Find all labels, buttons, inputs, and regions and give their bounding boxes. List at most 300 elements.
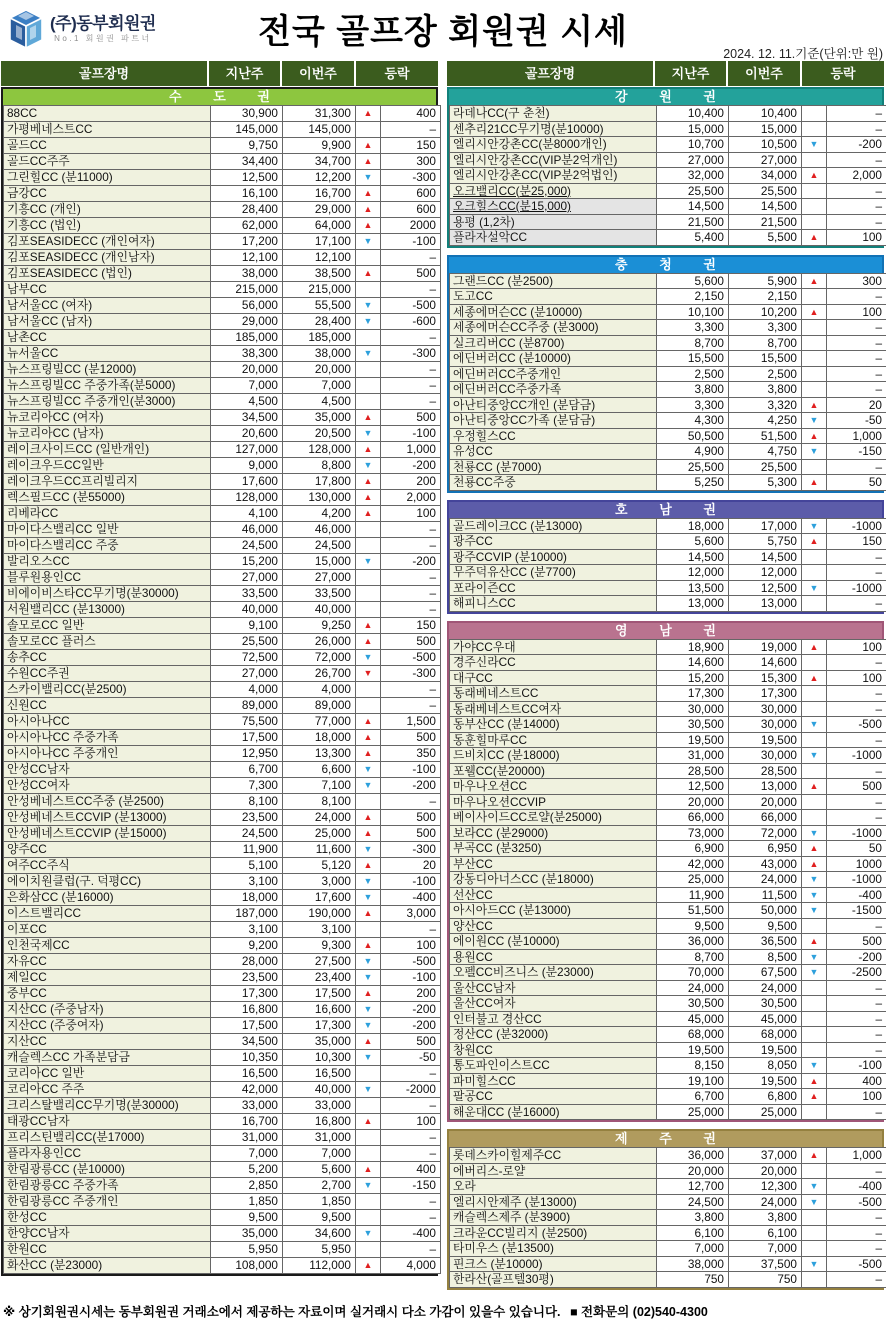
change-amount-cell: –: [381, 1242, 441, 1258]
last-week-price-cell: 5,400: [657, 230, 729, 246]
this-week-price-cell: 9,900: [283, 138, 356, 154]
price-table-yeongnam: [449, 639, 886, 1121]
price-row: [450, 1089, 886, 1105]
club-name-cell: 포웰CC(분20000): [450, 763, 657, 779]
club-name-cell: 세종에머슨CC주중 (분3000): [450, 320, 657, 336]
change-amount-cell: 3,000: [381, 906, 441, 922]
price-row: [4, 570, 441, 586]
down-arrow-icon: ▼: [356, 778, 381, 794]
page-header: [0, 0, 886, 61]
last-week-price-cell: 62,000: [211, 218, 283, 234]
price-row: [4, 282, 441, 298]
arrow-cell-empty: [802, 320, 827, 336]
change-amount-cell: -300: [381, 346, 441, 362]
last-week-price-cell: 9,100: [211, 618, 283, 634]
arrow-cell-empty: [356, 1194, 381, 1210]
last-week-price-cell: 11,900: [211, 842, 283, 858]
price-row: [4, 506, 441, 522]
down-arrow-icon: ▼: [356, 554, 381, 570]
this-week-price-cell: 30,000: [729, 701, 802, 717]
arrow-cell-empty: [356, 122, 381, 138]
arrow-cell-empty: [356, 522, 381, 538]
change-amount-cell: 1,500: [381, 714, 441, 730]
last-week-price-cell: 15,200: [657, 670, 729, 686]
club-name-cell: 플라자용인CC: [4, 1146, 211, 1162]
club-name-cell: 안성베네스트CCVIP (분15000): [4, 826, 211, 842]
col-header-last-week: 지난주: [655, 61, 726, 86]
up-arrow-icon: ▲: [802, 1148, 827, 1164]
last-week-price-cell: 4,000: [211, 682, 283, 698]
club-name-cell: 아시아나CC: [4, 714, 211, 730]
arrow-cell-empty: [802, 199, 827, 215]
this-week-price-cell: 15,500: [729, 351, 802, 367]
down-arrow-icon: ▼: [802, 949, 827, 965]
club-name-cell: 유성CC: [450, 444, 657, 460]
this-week-price-cell: 24,500: [283, 538, 356, 554]
change-amount-cell: –: [827, 655, 886, 671]
down-arrow-icon: ▼: [356, 346, 381, 362]
club-name-cell: 김포SEASIDECC (법인): [4, 266, 211, 282]
last-week-price-cell: 11,900: [657, 887, 729, 903]
club-name-cell: 마이다스밸리CC 주중: [4, 538, 211, 554]
arrow-cell-empty: [802, 335, 827, 351]
last-week-price-cell: 30,500: [657, 996, 729, 1012]
price-row: [4, 858, 441, 874]
last-week-price-cell: 5,600: [657, 273, 729, 289]
left-column: [1, 61, 438, 1283]
up-arrow-icon: ▲: [802, 273, 827, 289]
last-week-price-cell: 15,000: [657, 121, 729, 137]
club-name-cell: 한림광릉CC (분10000): [4, 1162, 211, 1178]
change-amount-cell: –: [381, 698, 441, 714]
arrow-cell-empty: [356, 1210, 381, 1226]
arrow-cell-empty: [802, 289, 827, 305]
club-name-cell: 아시아나CC 주중가족: [4, 730, 211, 746]
change-amount-cell: -500: [381, 298, 441, 314]
this-week-price-cell: 20,000: [729, 1163, 802, 1179]
up-arrow-icon: ▲: [356, 202, 381, 218]
price-row: [450, 810, 886, 826]
price-row: [4, 682, 441, 698]
arrow-cell-empty: [802, 1104, 827, 1120]
club-name-cell: 이스트밸리CC: [4, 906, 211, 922]
this-week-price-cell: 17,800: [283, 474, 356, 490]
down-arrow-icon: ▼: [802, 444, 827, 460]
change-amount-cell: 500: [381, 730, 441, 746]
price-row: [450, 106, 886, 122]
up-arrow-icon: ▲: [356, 746, 381, 762]
price-row: [450, 887, 886, 903]
price-row: [450, 1194, 886, 1210]
club-name-cell: 남서울CC (남자): [4, 314, 211, 330]
last-week-price-cell: 3,100: [211, 922, 283, 938]
change-amount-cell: –: [827, 335, 886, 351]
last-week-price-cell: 16,500: [211, 1066, 283, 1082]
change-amount-cell: -150: [381, 1178, 441, 1194]
club-name-cell: 뉴코리아CC (여자): [4, 410, 211, 426]
price-row: [450, 1163, 886, 1179]
this-week-price-cell: 7,100: [283, 778, 356, 794]
price-row: [450, 304, 886, 320]
change-amount-cell: –: [827, 199, 886, 215]
last-week-price-cell: 14,600: [657, 655, 729, 671]
price-row: [4, 602, 441, 618]
last-week-price-cell: 2,850: [211, 1178, 283, 1194]
price-row: [450, 475, 886, 491]
this-week-price-cell: 46,000: [283, 522, 356, 538]
this-week-price-cell: 77,000: [283, 714, 356, 730]
change-amount-cell: -300: [381, 170, 441, 186]
last-week-price-cell: 12,950: [211, 746, 283, 762]
last-week-price-cell: 16,700: [211, 1114, 283, 1130]
last-week-price-cell: 56,000: [211, 298, 283, 314]
last-week-price-cell: 4,100: [211, 506, 283, 522]
club-name-cell: 해운대CC (분16000): [450, 1104, 657, 1120]
arrow-cell-empty: [356, 282, 381, 298]
price-row: [450, 549, 886, 565]
this-week-price-cell: 5,600: [283, 1162, 356, 1178]
change-amount-cell: 400: [827, 1073, 886, 1089]
price-row: [450, 152, 886, 168]
price-row: [4, 1002, 441, 1018]
down-arrow-icon: ▼: [356, 666, 381, 682]
down-arrow-icon: ▼: [802, 872, 827, 888]
date-note: 2024. 12. 11.기준(단위:만 원): [723, 44, 883, 62]
price-row: [4, 218, 441, 234]
this-week-price-cell: 17,600: [283, 890, 356, 906]
price-row: [4, 618, 441, 634]
down-arrow-icon: ▼: [802, 965, 827, 981]
this-week-price-cell: 12,500: [729, 580, 802, 596]
change-amount-cell: 350: [381, 746, 441, 762]
club-name-cell: 에이원CC (분10000): [450, 934, 657, 950]
club-name-cell: 아난티중앙CC개인 (분담금): [450, 397, 657, 413]
down-arrow-icon: ▼: [802, 580, 827, 596]
this-week-price-cell: 34,000: [729, 168, 802, 184]
arrow-cell-empty: [356, 698, 381, 714]
arrow-cell-empty: [802, 1241, 827, 1257]
price-row: [4, 202, 441, 218]
price-row: [4, 522, 441, 538]
change-amount-cell: –: [827, 1011, 886, 1027]
this-week-price-cell: 20,500: [283, 426, 356, 442]
change-amount-cell: –: [381, 538, 441, 554]
change-amount-cell: 100: [827, 304, 886, 320]
change-amount-cell: –: [381, 602, 441, 618]
club-name-cell: 타미우스 (분13500): [450, 1241, 657, 1257]
club-name-cell: 비에이비스타CC무기명(분30000): [4, 586, 211, 602]
price-row: [450, 670, 886, 686]
up-arrow-icon: ▲: [356, 442, 381, 458]
arrow-cell-empty: [802, 1210, 827, 1226]
this-week-price-cell: 51,500: [729, 428, 802, 444]
up-arrow-icon: ▲: [802, 168, 827, 184]
arrow-cell-empty: [802, 121, 827, 137]
this-week-price-cell: 30,000: [729, 748, 802, 764]
price-row: [450, 825, 886, 841]
up-arrow-icon: ▲: [802, 428, 827, 444]
change-amount-cell: -2000: [381, 1082, 441, 1098]
change-amount-cell: 500: [827, 934, 886, 950]
last-week-price-cell: 4,300: [657, 413, 729, 429]
change-amount-cell: -200: [381, 1002, 441, 1018]
region-gangwon: [447, 87, 884, 248]
price-row: [450, 183, 886, 199]
this-week-price-cell: 17,000: [729, 518, 802, 534]
price-row: [450, 1011, 886, 1027]
last-week-price-cell: 45,000: [657, 1011, 729, 1027]
this-week-price-cell: 4,500: [283, 394, 356, 410]
change-amount-cell: -200: [381, 458, 441, 474]
this-week-price-cell: 16,600: [283, 1002, 356, 1018]
club-name-cell: 베이사이드CC로얄(분25000): [450, 810, 657, 826]
last-week-price-cell: 17,500: [211, 1018, 283, 1034]
this-week-price-cell: 13,000: [729, 596, 802, 612]
last-week-price-cell: 33,500: [211, 586, 283, 602]
change-amount-cell: –: [827, 106, 886, 122]
club-name-cell: 블루원용인CC: [4, 570, 211, 586]
change-amount-cell: -50: [827, 413, 886, 429]
this-week-price-cell: 27,000: [729, 152, 802, 168]
change-amount-cell: 1,000: [827, 428, 886, 444]
this-week-price-cell: 4,000: [283, 682, 356, 698]
change-amount-cell: –: [827, 763, 886, 779]
price-row: [4, 586, 441, 602]
up-arrow-icon: ▲: [356, 1162, 381, 1178]
club-name-cell: 에딘버러CC주중개인: [450, 366, 657, 382]
up-arrow-icon: ▲: [356, 730, 381, 746]
last-week-price-cell: 3,100: [211, 874, 283, 890]
price-row: [4, 458, 441, 474]
club-name-cell: 화산CC (분23000): [4, 1258, 211, 1274]
club-name-cell: 골드레이크CC (분13000): [450, 518, 657, 534]
last-week-price-cell: 38,000: [657, 1256, 729, 1272]
this-week-price-cell: 67,500: [729, 965, 802, 981]
change-amount-cell: 4,000: [381, 1258, 441, 1274]
change-amount-cell: 150: [381, 618, 441, 634]
change-amount-cell: -1000: [827, 825, 886, 841]
change-amount-cell: –: [381, 522, 441, 538]
price-row: [4, 1258, 441, 1274]
this-week-price-cell: 112,000: [283, 1258, 356, 1274]
up-arrow-icon: ▲: [802, 670, 827, 686]
last-week-price-cell: 24,500: [211, 826, 283, 842]
last-week-price-cell: 31,000: [657, 748, 729, 764]
price-row: [4, 1034, 441, 1050]
down-arrow-icon: ▼: [356, 298, 381, 314]
price-row: [4, 362, 441, 378]
price-row: [450, 366, 886, 382]
up-arrow-icon: ▲: [356, 490, 381, 506]
change-amount-cell: 600: [381, 186, 441, 202]
last-week-price-cell: 24,500: [657, 1194, 729, 1210]
change-amount-cell: -400: [827, 887, 886, 903]
last-week-price-cell: 27,000: [657, 152, 729, 168]
last-week-price-cell: 34,500: [211, 1034, 283, 1050]
change-amount-cell: –: [827, 1225, 886, 1241]
last-week-price-cell: 34,400: [211, 154, 283, 170]
down-arrow-icon: ▼: [356, 650, 381, 666]
this-week-price-cell: 13,300: [283, 746, 356, 762]
this-week-price-cell: 28,400: [283, 314, 356, 330]
club-name-cell: 솔모로CC 플러스: [4, 634, 211, 650]
club-name-cell: 실크리버CC (분8700): [450, 335, 657, 351]
club-name-cell: 핀크스 (분10000): [450, 1256, 657, 1272]
company-name: (주)동부회원권: [50, 14, 156, 33]
up-arrow-icon: ▲: [802, 1089, 827, 1105]
this-week-price-cell: 8,800: [283, 458, 356, 474]
col-header-this-week: 이번주: [282, 61, 354, 86]
this-week-price-cell: 25,500: [729, 459, 802, 475]
change-amount-cell: 20: [827, 397, 886, 413]
last-week-price-cell: 187,000: [211, 906, 283, 922]
change-amount-cell: –: [381, 1146, 441, 1162]
price-row: [450, 1256, 886, 1272]
this-week-price-cell: 1,850: [283, 1194, 356, 1210]
change-amount-cell: –: [381, 378, 441, 394]
this-week-price-cell: 12,000: [729, 565, 802, 581]
this-week-price-cell: 55,500: [283, 298, 356, 314]
change-amount-cell: –: [827, 1163, 886, 1179]
this-week-price-cell: 9,300: [283, 938, 356, 954]
price-row: [450, 949, 886, 965]
club-name-cell: 천룡CC주중: [450, 475, 657, 491]
last-week-price-cell: 12,700: [657, 1179, 729, 1195]
last-week-price-cell: 24,000: [657, 980, 729, 996]
region-banner-jeju: 제 주 권: [449, 1131, 882, 1147]
last-week-price-cell: 185,000: [211, 330, 283, 346]
arrow-cell-empty: [802, 152, 827, 168]
up-arrow-icon: ▲: [802, 475, 827, 491]
this-week-price-cell: 190,000: [283, 906, 356, 922]
change-amount-cell: 400: [381, 106, 441, 122]
change-amount-cell: –: [827, 1241, 886, 1257]
up-arrow-icon: ▲: [802, 397, 827, 413]
last-week-price-cell: 16,800: [211, 1002, 283, 1018]
this-week-price-cell: 19,500: [729, 1042, 802, 1058]
this-week-price-cell: 20,000: [283, 362, 356, 378]
club-name-cell: 안성CC남자: [4, 762, 211, 778]
this-week-price-cell: 9,500: [729, 918, 802, 934]
price-row: [4, 826, 441, 842]
this-week-price-cell: 37,000: [729, 1148, 802, 1164]
up-arrow-icon: ▲: [356, 618, 381, 634]
club-name-cell: 김포SEASIDECC (개인여자): [4, 234, 211, 250]
price-row: [4, 314, 441, 330]
last-week-price-cell: 24,500: [211, 538, 283, 554]
price-row: [450, 565, 886, 581]
last-week-price-cell: 8,150: [657, 1058, 729, 1074]
this-week-price-cell: 31,300: [283, 106, 356, 122]
last-week-price-cell: 9,000: [211, 458, 283, 474]
club-name-cell: 정산CC (분32000): [450, 1027, 657, 1043]
last-week-price-cell: 12,000: [657, 565, 729, 581]
last-week-price-cell: 23,500: [211, 810, 283, 826]
last-week-price-cell: 38,000: [211, 266, 283, 282]
this-week-price-cell: 13,000: [729, 779, 802, 795]
price-row: [4, 538, 441, 554]
region-banner-sudogwon: 수 도 권: [3, 89, 436, 105]
club-name-cell: 발리오스CC: [4, 554, 211, 570]
this-week-price-cell: 9,500: [283, 1210, 356, 1226]
this-week-price-cell: 5,120: [283, 858, 356, 874]
price-row: [4, 922, 441, 938]
club-name-cell: 우정힐스CC: [450, 428, 657, 444]
this-week-price-cell: 34,600: [283, 1226, 356, 1242]
last-week-price-cell: 12,100: [211, 250, 283, 266]
down-arrow-icon: ▼: [356, 762, 381, 778]
this-week-price-cell: 6,800: [729, 1089, 802, 1105]
change-amount-cell: –: [827, 980, 886, 996]
down-arrow-icon: ▼: [356, 1050, 381, 1066]
price-row: [4, 298, 441, 314]
club-name-cell: 뉴스프링빌CC (분12000): [4, 362, 211, 378]
last-week-price-cell: 17,300: [211, 986, 283, 1002]
this-week-price-cell: 5,950: [283, 1242, 356, 1258]
club-name-cell: 뉴코리아CC (남자): [4, 426, 211, 442]
this-week-price-cell: 10,300: [283, 1050, 356, 1066]
arrow-cell-empty: [802, 549, 827, 565]
price-row: [450, 137, 886, 153]
this-week-price-cell: 12,300: [729, 1179, 802, 1195]
last-week-price-cell: 33,000: [211, 1098, 283, 1114]
last-week-price-cell: 6,900: [657, 841, 729, 857]
this-week-price-cell: 15,000: [283, 554, 356, 570]
last-week-price-cell: 145,000: [211, 122, 283, 138]
this-week-price-cell: 11,500: [729, 887, 802, 903]
change-amount-cell: -200: [381, 554, 441, 570]
price-row: [4, 1210, 441, 1226]
down-arrow-icon: ▼: [802, 903, 827, 919]
price-row: [4, 1018, 441, 1034]
last-week-price-cell: 20,000: [211, 362, 283, 378]
this-week-price-cell: 14,500: [729, 199, 802, 215]
arrow-cell-empty: [802, 1011, 827, 1027]
this-week-price-cell: 24,000: [729, 1194, 802, 1210]
last-week-price-cell: 23,500: [211, 970, 283, 986]
change-amount-cell: 500: [381, 634, 441, 650]
down-arrow-icon: ▼: [802, 413, 827, 429]
price-row: [450, 1210, 886, 1226]
this-week-price-cell: 2,500: [729, 366, 802, 382]
last-week-price-cell: 73,000: [657, 825, 729, 841]
this-week-price-cell: 34,700: [283, 154, 356, 170]
this-week-price-cell: 21,500: [729, 214, 802, 230]
last-week-price-cell: 42,000: [211, 1082, 283, 1098]
last-week-price-cell: 5,600: [657, 534, 729, 550]
price-row: [450, 413, 886, 429]
club-name-cell: 솔모로CC 일반: [4, 618, 211, 634]
this-week-price-cell: 29,000: [283, 202, 356, 218]
club-name-cell: 강동디아너스CC (분18000): [450, 872, 657, 888]
price-row: [450, 351, 886, 367]
club-name-cell: 대구CC: [450, 670, 657, 686]
change-amount-cell: –: [827, 121, 886, 137]
this-week-price-cell: 23,400: [283, 970, 356, 986]
last-week-price-cell: 14,500: [657, 199, 729, 215]
change-amount-cell: 500: [381, 410, 441, 426]
region-sudogwon: [1, 87, 438, 1276]
price-row: [450, 444, 886, 460]
arrow-cell-empty: [802, 351, 827, 367]
price-row: [4, 762, 441, 778]
price-row: [450, 428, 886, 444]
this-week-price-cell: 8,500: [729, 949, 802, 965]
arrow-cell-empty: [356, 922, 381, 938]
price-row: [450, 1027, 886, 1043]
change-amount-cell: –: [827, 366, 886, 382]
change-amount-cell: 600: [381, 202, 441, 218]
